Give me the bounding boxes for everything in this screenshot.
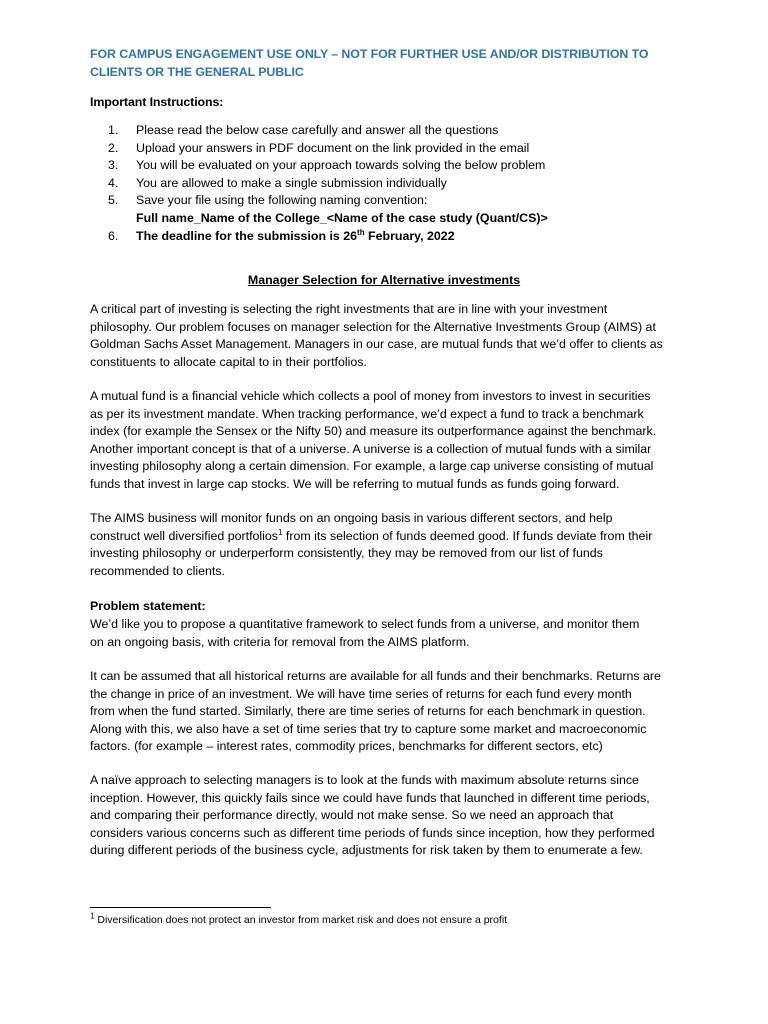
paragraph-line: A critical part of investing is selecting the right investments that are in line with your investment <box>90 302 608 316</box>
list-text: You will be evaluated on your approach towards solving the below problem <box>136 158 546 173</box>
paragraph-line: as per its investment mandate. When tracking performance, we’d expect a fund to track a benchmark <box>90 406 644 421</box>
paragraph-line: The AIMS business will monitor funds on an ongoing basis in various different sectors, and help <box>90 511 613 525</box>
line-pre: construct well diversified portfolios <box>90 528 279 543</box>
paragraph-2 <box>90 388 690 494</box>
footnote-mark: 1 <box>90 911 95 921</box>
deadline-sup: th <box>357 227 365 237</box>
list-number: 4. <box>108 175 119 190</box>
deadline-text <box>136 228 455 246</box>
list-number: 3. <box>108 158 119 173</box>
deadline-pre: The deadline for the submission is 26 <box>136 228 358 243</box>
paragraph-line: funds that invest in large cap stocks. We will be referring to mutual funds as funds going forward. <box>90 476 620 491</box>
paragraph-line: inception. However, this quickly fails since we could have funds that launched in different time periods, <box>90 790 650 805</box>
paragraph-line: and comparing their performance directly, would not make sense. So we need an approach that <box>90 808 614 823</box>
paragraph-line: It can be assumed that all historical returns are available for all funds and their benchmarks. Returns are <box>90 669 661 683</box>
confidentiality-banner <box>90 46 648 82</box>
footnote-text: Diversification does not protect an investor from market risk and does not ensure a profit <box>94 914 508 926</box>
paragraph-line: investing philosophy along a certain dimension. For example, a large cap universe consisting of mutual <box>90 459 654 474</box>
list-item <box>108 228 548 246</box>
banner-line-1: FOR CAMPUS ENGAGEMENT USE ONLY – NOT FOR FURTHER USE AND/OR DISTRIBUTION TO <box>90 47 649 61</box>
list-number: 2. <box>108 140 119 155</box>
paragraph-line: factors. (for example – interest rates, commodity prices, benchmarks for different sectors, etc) <box>90 739 603 754</box>
case-title: Manager Selection for Alternative investments <box>247 273 521 287</box>
list-item <box>108 122 548 140</box>
list-text: Save your file using the following naming convention: <box>136 193 428 208</box>
footnote-ref: 1 <box>278 527 283 537</box>
paragraph-line: recommended to clients. <box>90 563 225 578</box>
paragraph-6 <box>90 772 690 860</box>
paragraph-line: constituents to allocate capital to in their portfolios. <box>90 354 367 369</box>
paragraph-4 <box>90 616 690 651</box>
paragraph-line: Along with this, we also have a set of time series that try to capture some market and macroeconomic <box>90 721 647 736</box>
paragraph-line: on an ongoing basis, with criteria for removal from the AIMS platform. <box>90 634 470 649</box>
paragraph-line: Goldman Sachs Asset Management. Managers in our case, are mutual funds that we’d offer to clients as <box>90 337 663 352</box>
naming-convention: Full name_Name of the College_<Name of the case study (Quant/CS)> <box>136 210 548 225</box>
line-post: from its selection of funds deemed good. If funds deviate from their <box>282 528 653 543</box>
paragraph-line: philosophy. Our problem focuses on manager selection for the Alternative Investments Group (AIMS) at <box>90 319 656 334</box>
paragraph-1 <box>90 301 690 371</box>
list-item <box>108 175 548 193</box>
list-item <box>108 192 548 210</box>
instructions-heading: Important Instructions: <box>90 95 224 109</box>
list-number: 5. <box>108 193 119 208</box>
paragraph-5 <box>90 668 690 756</box>
paragraph-line: the change in price of an investment. We will have time series of returns for each fund every month <box>90 686 632 701</box>
paragraph-line: index (for example the Sensex or the Nifty 50) and measure its outperformance against the benchmark. <box>90 424 657 439</box>
list-item <box>108 157 548 175</box>
paragraph-line <box>90 528 690 546</box>
footnote <box>90 911 508 926</box>
banner-line-2: CLIENTS OR THE GENERAL PUBLIC <box>90 65 304 79</box>
instructions-list <box>108 122 548 245</box>
list-text: Please read the below case carefully and answer all the questions <box>136 123 499 137</box>
paragraph-line: considers various concerns such as different time periods of funds since inception, how they performed <box>90 825 655 840</box>
problem-statement-heading: Problem statement: <box>90 599 206 613</box>
paragraph-3 <box>90 510 690 580</box>
paragraph-line: from when the fund started. Similarly, there are time series of returns for each benchmark in question. <box>90 704 646 719</box>
paragraph-line: during different periods of the business cycle, adjustments for risk taken by them to enumerate a few. <box>90 843 643 858</box>
footnote-divider <box>90 907 271 908</box>
list-text: Upload your answers in PDF document on the link provided in the email <box>136 140 530 155</box>
paragraph-line: A mutual fund is a financial vehicle which collects a pool of money from investors to invest in securities <box>90 389 651 403</box>
list-number: 1. <box>108 123 119 137</box>
deadline-post: February, 2022 <box>364 228 455 243</box>
paragraph-line: investing philosophy or underperform consistently, they may be removed from our list of funds <box>90 546 603 561</box>
list-text: You are allowed to make a single submission individually <box>136 175 447 190</box>
paragraph-line: Another important concept is that of a universe. A universe is a collection of mutual funds with a similar <box>90 441 652 456</box>
list-item <box>108 140 548 158</box>
list-number: 6. <box>108 228 119 243</box>
paragraph-line: A naïve approach to selecting managers is to look at the funds with maximum absolute returns since <box>90 773 639 787</box>
paragraph-line: We’d like you to propose a quantitative framework to select funds from a universe, and monitor them <box>90 617 640 631</box>
